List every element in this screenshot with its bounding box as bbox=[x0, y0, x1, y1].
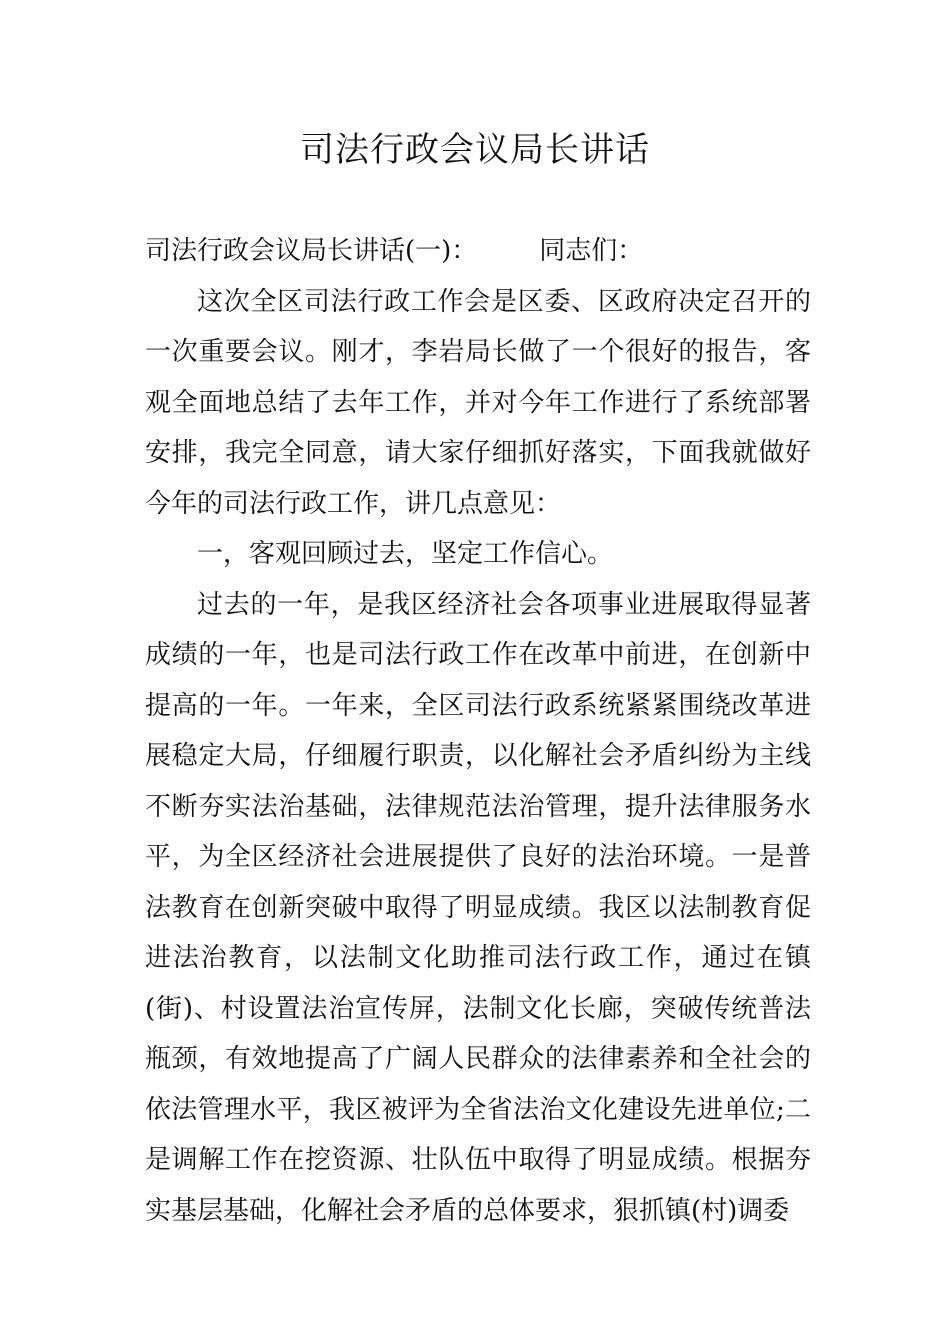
section-heading-1: 一，客观回顾过去，坚定工作信心。 bbox=[197, 539, 614, 569]
paragraph-opening: 这次全区司法行政工作会是区委、区政府决定召开的一次重要会议。刚才，李岩局长做了一个很好的报告，客观全面地总结了去年工作，并对今年工作进行了系统部署安排，我完全同意，请大家仔细抓好落实，下面我就做好今年的司法行政工作，讲几点意见： bbox=[145, 286, 811, 519]
document-body bbox=[145, 226, 811, 1236]
intro-line bbox=[145, 226, 811, 277]
intro-heading: 司法行政会议局长讲话(一)： bbox=[145, 236, 478, 266]
paragraph-review: 过去的一年，是我区经济社会各项事业进展取得显著成绩的一年，也是司法行政工作在改革中前进，在创新中提高的一年。一年来，全区司法行政系统紧紧围绕改革进展稳定大局，仔细履行职责，以化解社会矛盾纠纷为主线不断夯实法治基础，法律规范法治管理，提升法律服务水平，为全区经济社会进展提供了良好的法治环境。一是普法教育在创新突破中取得了明显成绩。我区以法制教育促进法治教育，以法制文化助推司法行政工作，通过在镇(街)、村设置法治宣传屏，法制文化长廊，突破传统普法瓶颈，有效地提高了广阔人民群众的法律素养和全社会的依法管理水平，我区被评为全省法治文化建设先进单位;二是调解工作在挖资源、壮队伍中取得了明显成绩。根据夯实基层基础，化解社会矛盾的总体要求，狠抓镇(村)调委 bbox=[145, 589, 811, 1226]
document-title: 司法行政会议局长讲话 bbox=[300, 130, 650, 170]
salutation: 同志们： bbox=[539, 236, 644, 266]
